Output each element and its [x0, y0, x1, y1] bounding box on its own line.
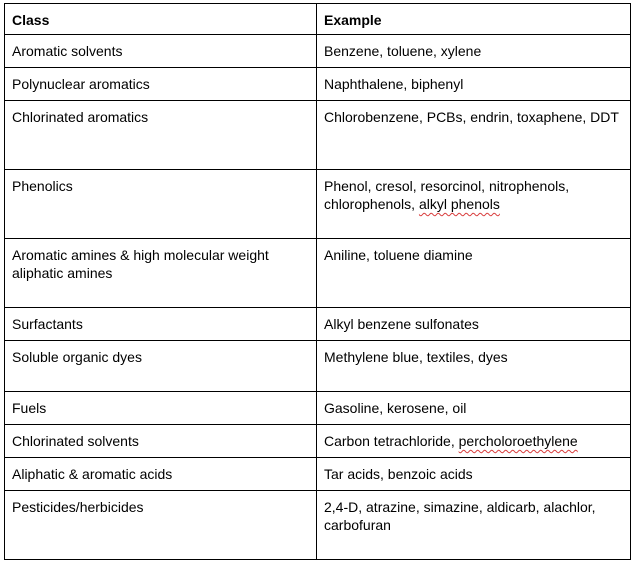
- class-cell: Pesticides/herbicides: [5, 491, 317, 560]
- class-cell: Phenolics: [5, 170, 317, 239]
- class-cell: Aliphatic & aromatic acids: [5, 458, 317, 491]
- class-cell: Polynuclear aromatics: [5, 68, 317, 101]
- example-cell: Benzene, toluene, xylene: [317, 35, 631, 68]
- spellcheck-marked-text: percholoroethylene: [458, 433, 578, 449]
- example-cell: [317, 170, 631, 239]
- header-example: Example: [317, 4, 631, 35]
- example-cell: Chlorobenzene, PCBs, endrin, toxaphene, DDT: [317, 101, 631, 170]
- class-cell: Soluble organic dyes: [5, 341, 317, 392]
- example-text: Carbon tetrachloride,: [324, 433, 459, 449]
- table-row: [5, 458, 631, 491]
- header-row: [5, 4, 631, 35]
- class-cell: Chlorinated solvents: [5, 425, 317, 458]
- example-cell: Aniline, toluene diamine: [317, 239, 631, 308]
- table-row: [5, 170, 631, 239]
- example-cell: 2,4-D, atrazine, simazine, aldicarb, alachlor, carbofuran: [317, 491, 631, 560]
- example-cell: [317, 425, 631, 458]
- example-cell: Alkyl benzene sulfonates: [317, 308, 631, 341]
- class-cell: Surfactants: [5, 308, 317, 341]
- table-row: [5, 491, 631, 560]
- table-row: [5, 425, 631, 458]
- header-class: Class: [5, 4, 317, 35]
- table-row: [5, 392, 631, 425]
- class-cell: Fuels: [5, 392, 317, 425]
- spellcheck-marked-text: alkyl phenols: [418, 196, 500, 212]
- class-cell: Chlorinated aromatics: [5, 101, 317, 170]
- example-cell: Methylene blue, textiles, dyes: [317, 341, 631, 392]
- classes-table: [4, 3, 631, 560]
- table-row: [5, 101, 631, 170]
- table-row: [5, 239, 631, 308]
- example-cell: Tar acids, benzoic acids: [317, 458, 631, 491]
- table-row: [5, 308, 631, 341]
- class-cell: Aromatic solvents: [5, 35, 317, 68]
- example-text: Phenol, cresol, resorcinol, nitrophenols, chlorophenols,: [324, 178, 570, 212]
- example-cell: Gasoline, kerosene, oil: [317, 392, 631, 425]
- class-cell: Aromatic amines & high molecular weight aliphatic amines: [5, 239, 317, 308]
- table-row: [5, 68, 631, 101]
- table-row: [5, 341, 631, 392]
- table-row: [5, 35, 631, 68]
- example-cell: Naphthalene, biphenyl: [317, 68, 631, 101]
